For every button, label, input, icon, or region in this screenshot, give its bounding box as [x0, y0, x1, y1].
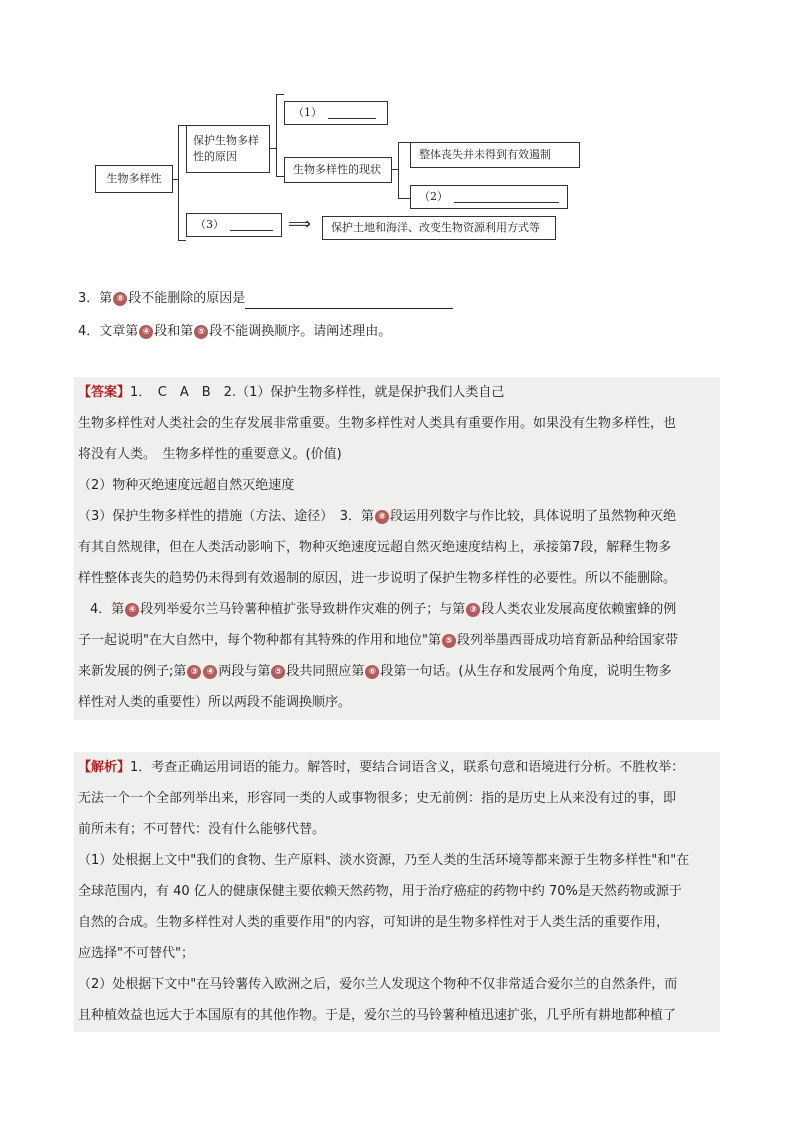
diagram-reasons: 保护生物多样性的原因 — [186, 125, 270, 173]
analysis-line: 全球范围内，有 40 亿人的健康保健主要依赖天然药物，用于治疗癌症的药物中约 70%是天然药物或源于 — [78, 884, 682, 899]
diagram-blank-3: （3） — [186, 213, 282, 237]
diagram-blank-2: （2） — [410, 185, 568, 209]
analysis-line: （2）处根据下文中"在马铃薯传入欧洲之后，爱尔兰人发现这个物种不仅非常适合爱尔兰的自然条件，而 — [78, 977, 678, 992]
answer-line: 来新发展的例子;第 ③ ④ 两段与第 ⑤ 段共同照应第 ⑥ 段第一句话。(从生存和发展两个角度，说明生物多 — [78, 664, 672, 679]
analysis-line: 前所未有；不可替代：没有什么能够代替。 — [78, 822, 326, 837]
answer-blank[interactable] — [245, 294, 453, 309]
answer-line: 有其自然规律，但在人类活动影响下，物种灭绝速度远超自然灭绝速度结构上，承接第7段，解释生物多 — [78, 540, 672, 555]
diagram-status-a: 整体丧失并未得到有效遏制 — [410, 142, 580, 168]
answer-line: 样性对人类的重要性）所以两段不能调换顺序。 — [78, 695, 352, 710]
answer-line: 4．第 ④ 段列举爱尔兰马铃薯种植扩张导致耕作灾难的例子；与第 ③ 段人类农业发展高度依赖蜜蜂的例 — [90, 602, 677, 617]
analysis-line: 无法一个一个全部列举出来，形容同一类的人或事物很多；史无前例：指的是历史上从来没有过的事，即 — [78, 791, 677, 806]
arrow-icon: ⟹ — [288, 214, 311, 233]
answer-line: 生物多样性对人类社会的生存发展非常重要。生物多样性对人类具有重要作用。如果没有生物多样性，也 — [78, 416, 677, 431]
analysis-line: （1）处根据上文中"我们的食物、生产原料、淡水资源，乃至人类的生活环境等都来源于生物多样性"和"在 — [78, 853, 690, 868]
answer-line: 【答案】1． C A B 2.（1）保护生物多样性，就是保护我们人类自己 — [78, 385, 505, 400]
answer-line: 样性整体丧失的趋势仍未得到有效遏制的原因，进一步说明了保护生物多样性的必要性。所以不能删除。 — [78, 571, 677, 586]
answer-line: （3）保护生物多样性的措施（方法、途径） 3．第 ⑧ 段运用列数字与作比较，具体说明了虽然物种灭绝 — [78, 509, 677, 524]
analysis-line: 自然的合成。生物多样性对人类的重要作用"的内容，可知讲的是生物多样性对于人类生活的重要作用， — [78, 915, 669, 930]
answer-line: 将没有人类。 生物多样性的重要意义。(价值) — [78, 447, 342, 462]
answer-line: 子一起说明"在大自然中，每个物种都有其特殊的作用和地位"第 ⑤ 段列举墨西哥成功培育新品种给国家带 — [78, 633, 678, 648]
diagram-measures: 保护土地和海洋、改变生物资源利用方式等 — [322, 216, 556, 240]
analysis-line: 且种植效益也远大于本国原有的其他作物。于是，爱尔兰的马铃薯种植迅速扩张，几乎所有耕地都种植了 — [78, 1008, 677, 1023]
answer-line: （2）物种灭绝速度远超自然灭绝速度 — [78, 478, 295, 493]
question-3: 3．第 ⑧ 段不能删除的原因是 — [78, 289, 453, 309]
analysis-line: 【解析】1．考查正确运用词语的能力。解答时，要结合词语含义，联系句意和语境进行分析。不胜枚举： — [78, 760, 685, 775]
analysis-label: 【解析】 — [78, 760, 131, 775]
diagram-root: 生物多样性 — [95, 165, 173, 193]
answer-label: 【答案】 — [78, 385, 131, 400]
question-4: 4．文章第 ④ 段和第 ⑤ 段不能调换顺序。请阐述理由。 — [78, 324, 392, 339]
diagram-blank-1: （1） — [284, 101, 388, 125]
analysis-line: 应选择"不可替代"； — [78, 946, 194, 961]
diagram-status: 生物多样性的现状 — [284, 157, 392, 183]
